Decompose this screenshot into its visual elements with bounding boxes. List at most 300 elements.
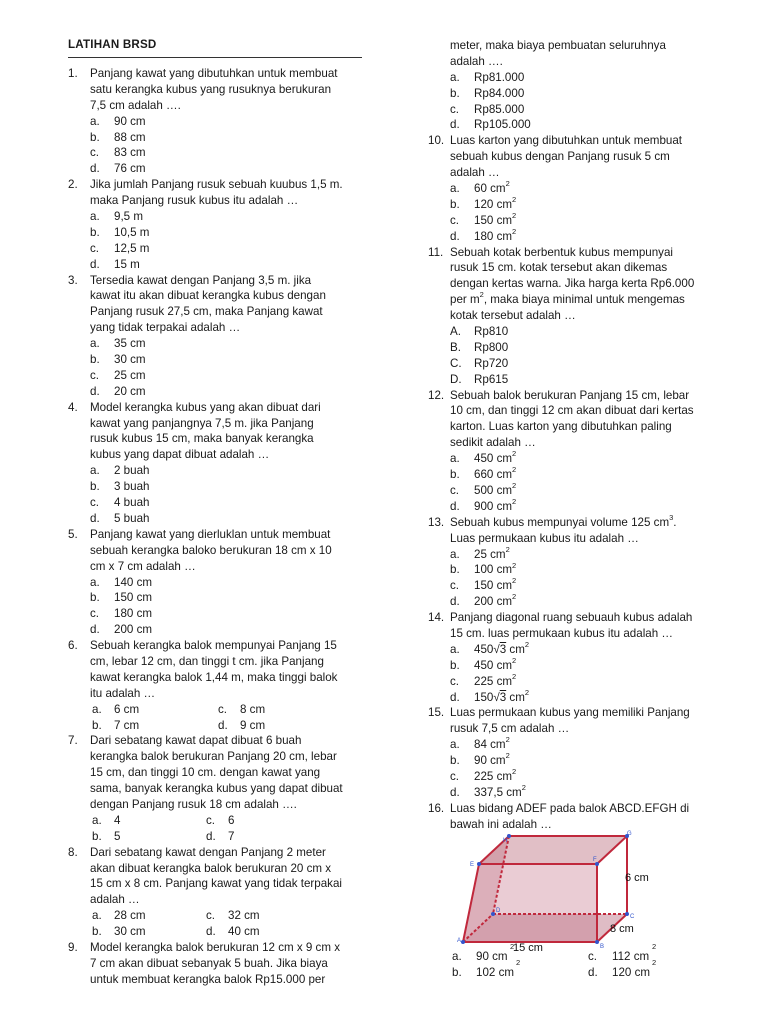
question-text: 7 cm akan dibuat sebanyak 5 buah. Jika biaya bbox=[90, 956, 328, 970]
option-text: Rp85.000 bbox=[474, 102, 525, 116]
vertex-label-d: D bbox=[496, 908, 501, 914]
option-text: 900 cm bbox=[474, 499, 513, 513]
option-text: 90 cm bbox=[114, 114, 146, 128]
answer-option bbox=[68, 114, 366, 130]
option-letter: d. bbox=[450, 118, 460, 132]
option-letter: c. bbox=[450, 579, 460, 593]
option-letter: a. bbox=[90, 575, 100, 589]
superscript: 2 bbox=[512, 576, 517, 586]
option-text: Rp720 bbox=[474, 356, 509, 370]
option-text: 200 cm bbox=[114, 623, 153, 637]
question-text: kawat yang panjangnya 7,5 m. jika Panjang bbox=[90, 416, 314, 430]
answer-option-pair bbox=[68, 924, 366, 940]
question-text: bawah ini adalah … bbox=[450, 817, 552, 831]
question-text: 15 cm, dan tinggi 10 cm. dengan kawat yang bbox=[90, 766, 321, 780]
question-text: per m bbox=[450, 293, 480, 307]
option-text: 450 cm bbox=[474, 658, 513, 672]
superscript: 2 bbox=[512, 195, 517, 205]
option-text: 90 cm bbox=[474, 754, 506, 768]
question-text-line bbox=[428, 292, 728, 308]
option-text: 7 bbox=[228, 829, 235, 843]
answer-option bbox=[68, 606, 366, 622]
option-letter: d. bbox=[218, 718, 228, 732]
vertex-label-g: G bbox=[627, 831, 632, 837]
answer-option bbox=[428, 197, 728, 213]
option-text: 25 cm bbox=[474, 547, 506, 561]
option-text: 30 cm bbox=[114, 925, 146, 939]
superscript: 2 bbox=[512, 449, 517, 459]
question-text-line bbox=[68, 956, 366, 972]
question-line bbox=[428, 801, 728, 817]
option-text: 35 cm bbox=[114, 337, 146, 351]
option-text: 3 buah bbox=[114, 480, 150, 494]
option-letter: d. bbox=[450, 499, 460, 513]
question-text: akan dibuat kerangka balok berukuran 20 cm x bbox=[90, 861, 332, 875]
question-number: 11. bbox=[428, 245, 444, 259]
option-text: 100 cm bbox=[474, 563, 513, 577]
question-text-line bbox=[428, 721, 728, 737]
option-text: 450√ bbox=[474, 642, 500, 656]
question-number: 3. bbox=[68, 273, 78, 287]
option-letter: c. bbox=[588, 950, 598, 963]
answer-option bbox=[68, 479, 366, 495]
option-letter: b. bbox=[450, 754, 460, 768]
option-text: 7 cm bbox=[114, 718, 140, 732]
superscript: 2 bbox=[512, 671, 517, 681]
option-letter: a. bbox=[450, 452, 460, 466]
question-text: sebuah kerangka baloko berukuran 18 cm x 10 bbox=[90, 543, 332, 557]
answer-option bbox=[428, 655, 728, 674]
answer-option bbox=[428, 102, 728, 118]
question-text-line bbox=[68, 320, 366, 336]
question-number: 1. bbox=[68, 67, 78, 80]
superscript: 2 bbox=[512, 767, 517, 777]
answer-option bbox=[428, 226, 728, 245]
question-text: dengan kertas warna. Jika harga kerta Rp6.000 bbox=[450, 277, 695, 291]
question-text: Tersedia kawat dengan Panjang 3,5 m. jika bbox=[90, 273, 312, 287]
question-text: adalah … bbox=[450, 166, 500, 180]
question-text: 15 cm x 8 cm. Panjang kawat yang tidak terpakai bbox=[90, 877, 342, 891]
question-text-line bbox=[428, 149, 728, 165]
option-letter: a. bbox=[450, 642, 460, 656]
answer-option-pair: a. 90 cm 2 c. 112 cm 2 bbox=[452, 942, 657, 963]
option-text: 90 cm bbox=[476, 950, 508, 963]
option-letter: b. bbox=[90, 353, 100, 367]
superscript: 2 bbox=[512, 226, 517, 236]
option-letter: c. bbox=[450, 102, 460, 116]
question-text: sama, banyak kerangka kubus yang dapat dibuat bbox=[90, 782, 343, 796]
superscript: 2 bbox=[512, 210, 517, 220]
question-text: rusuk kubus 15 cm, maka banyak kerangka bbox=[90, 432, 314, 446]
question-text: dengan Panjang rusuk 18 cm adalah …. bbox=[90, 797, 297, 811]
option-text: 10,5 m bbox=[114, 225, 150, 239]
option-text: 6 cm bbox=[114, 702, 140, 716]
question-line bbox=[428, 705, 728, 721]
option-letter: b. bbox=[450, 197, 460, 211]
question-text-line bbox=[68, 193, 366, 209]
option-letter: d. bbox=[450, 785, 460, 799]
superscript: 2 bbox=[524, 687, 530, 697]
answer-option-pair bbox=[68, 718, 366, 734]
answer-option bbox=[428, 70, 728, 86]
question-text: Sebuah kubus mempunyai volume 125 cm bbox=[450, 515, 670, 529]
superscript: 2 bbox=[512, 496, 517, 506]
question-text: adalah … bbox=[90, 893, 140, 907]
option-letter: a. bbox=[450, 547, 460, 561]
option-text: 200 cm bbox=[474, 595, 513, 609]
answer-option bbox=[68, 241, 366, 257]
question-text: yang tidak terpakai adalah … bbox=[90, 321, 241, 335]
superscript: 3 bbox=[669, 512, 674, 522]
question-text-line bbox=[428, 260, 728, 276]
vertex-label-b: B bbox=[600, 944, 605, 950]
answer-option bbox=[68, 145, 366, 161]
question-number: 2. bbox=[68, 178, 78, 192]
option-text: 337,5 cm bbox=[474, 785, 522, 799]
question-text: Dari sebatang kawat dapat dibuat 6 buah bbox=[90, 734, 302, 748]
option-text: 150√ bbox=[474, 690, 500, 704]
question-text: 15 cm. luas permukaan kubus itu adalah … bbox=[450, 626, 673, 640]
question-text-line bbox=[68, 797, 366, 813]
option-letter: d. bbox=[206, 829, 216, 843]
answer-option bbox=[68, 352, 366, 368]
answer-option bbox=[428, 594, 728, 610]
question-line bbox=[68, 400, 366, 416]
option-letter: b. bbox=[92, 829, 102, 843]
question-number: 9. bbox=[68, 940, 78, 954]
answer-option bbox=[428, 785, 728, 801]
option-text: 5 buah bbox=[114, 511, 150, 525]
question-text: meter, maka biaya pembuatan seluruhnya bbox=[450, 39, 666, 52]
question-line bbox=[68, 66, 366, 82]
option-text: 40 cm bbox=[228, 925, 260, 939]
answer-option bbox=[68, 130, 366, 146]
question-text-line bbox=[428, 626, 728, 642]
option-text: Rp84.000 bbox=[474, 86, 525, 100]
vertex-label-h: H bbox=[503, 838, 508, 844]
question-line bbox=[428, 388, 728, 404]
vertex-label-c: C bbox=[630, 914, 635, 920]
question-text-line bbox=[428, 308, 728, 324]
question-line bbox=[68, 940, 366, 956]
question-text: Model kerangka balok berukuran 12 cm x 9 cm x bbox=[90, 940, 341, 954]
option-text: 180 cm bbox=[114, 607, 153, 621]
question-line bbox=[68, 527, 366, 543]
answer-option bbox=[428, 324, 728, 340]
superscript: 2 bbox=[505, 544, 510, 554]
option-letter: b. bbox=[90, 591, 100, 605]
question-text-line bbox=[428, 817, 728, 833]
superscript: 2 bbox=[505, 735, 510, 745]
option-letter: d. bbox=[90, 384, 100, 398]
vertex-label-e: E bbox=[470, 862, 475, 868]
question-text: kerangka balok berukuran Panjang 20 cm, lebar bbox=[90, 750, 337, 764]
right-column bbox=[428, 38, 728, 833]
question-text-line bbox=[68, 892, 366, 908]
option-text-tail: cm bbox=[506, 690, 525, 704]
question-text: satu kerangka kubus yang rusuknya berukuran bbox=[90, 82, 332, 96]
question-line bbox=[68, 273, 366, 289]
question-text-line bbox=[68, 876, 366, 892]
option-letter: a. bbox=[90, 337, 100, 351]
question-number: 13. bbox=[428, 515, 445, 529]
question-text: 7,5 cm adalah …. bbox=[90, 98, 181, 112]
superscript: 2 bbox=[505, 179, 510, 189]
answer-option bbox=[428, 639, 728, 658]
option-letter: b. bbox=[450, 658, 460, 672]
question-number: 12. bbox=[428, 388, 445, 402]
question-text-line bbox=[68, 861, 366, 877]
answer-option bbox=[428, 117, 728, 133]
question-text-line bbox=[428, 54, 728, 70]
question-text-line bbox=[68, 654, 366, 670]
question-text: Sebuah kotak berbentuk kubus mempunyai bbox=[450, 245, 673, 259]
option-letter: c. bbox=[90, 607, 100, 621]
option-text: 120 cm bbox=[612, 965, 651, 979]
superscript: 2 bbox=[512, 481, 517, 491]
vertex-label-a: A bbox=[457, 938, 462, 944]
question-text: rusuk 7,5 cm adalah … bbox=[450, 722, 570, 736]
answer-option bbox=[68, 511, 366, 527]
question-text-line bbox=[428, 276, 728, 292]
question-text: 10 cm, dan tinggi 12 cm akan dibuat dari kertas bbox=[450, 404, 694, 418]
question-text: cm, lebar 12 cm, dan tinggi t cm. jika Panjang bbox=[90, 654, 324, 668]
superscript: 2 bbox=[479, 290, 484, 300]
option-text: 120 cm bbox=[474, 197, 513, 211]
answer-option bbox=[428, 562, 728, 578]
option-letter: d. bbox=[90, 257, 100, 271]
question-text: kawat itu akan dibuat kerangka kubus dengan bbox=[90, 289, 326, 303]
superscript: 2 bbox=[512, 655, 517, 665]
question-text-line bbox=[68, 431, 366, 447]
option-text: 9,5 m bbox=[114, 210, 143, 224]
option-letter: d. bbox=[90, 162, 100, 176]
question-text: Luas bidang ADEF pada balok ABCD.EFGH di bbox=[450, 801, 690, 815]
option-letter: A. bbox=[450, 325, 461, 339]
answer-option bbox=[68, 575, 366, 591]
option-letter: c. bbox=[206, 813, 216, 827]
answer-option bbox=[428, 467, 728, 483]
option-text: 6 bbox=[228, 813, 235, 827]
answer-option bbox=[428, 356, 728, 372]
dim-height-label: 6 cm bbox=[625, 872, 649, 884]
answer-option bbox=[428, 451, 728, 467]
option-letter: a. bbox=[92, 813, 102, 827]
option-letter: b. bbox=[450, 468, 460, 482]
question-text-line bbox=[68, 98, 366, 114]
question-text: Jika jumlah Panjang rusuk sebuah kuubus 1,5 m. bbox=[90, 178, 343, 192]
question-line bbox=[428, 512, 728, 531]
option-letter: C. bbox=[450, 356, 462, 370]
answer-option bbox=[428, 671, 728, 690]
option-text: 32 cm bbox=[228, 909, 260, 923]
question-number: 15. bbox=[428, 706, 445, 720]
superscript: 2 bbox=[524, 639, 530, 649]
option-text: 88 cm bbox=[114, 130, 146, 144]
question-text: karton. Luas karton yang dibutuhkan paling bbox=[450, 420, 672, 434]
question-number: 8. bbox=[68, 845, 78, 859]
answer-option-pair: b. 102 cm 2 d. 120 cm 2 bbox=[452, 957, 657, 979]
answer-option bbox=[428, 687, 728, 706]
question-text: itu adalah … bbox=[90, 686, 156, 700]
answer-option bbox=[428, 496, 728, 515]
option-letter: c. bbox=[90, 146, 100, 160]
option-letter: c. bbox=[90, 368, 100, 382]
question-number: 7. bbox=[68, 734, 78, 748]
superscript: 2 bbox=[505, 751, 510, 761]
option-letter: a. bbox=[450, 738, 460, 752]
question-text-line bbox=[68, 416, 366, 432]
option-letter: D. bbox=[450, 372, 462, 386]
question-text-line bbox=[68, 781, 366, 797]
answer-option bbox=[428, 544, 728, 563]
option-text: 20 cm bbox=[114, 384, 146, 398]
answer-option bbox=[68, 384, 366, 400]
answer-option bbox=[68, 463, 366, 479]
superscript: 2 bbox=[512, 592, 517, 602]
question-text-line bbox=[68, 686, 366, 702]
question-text-line bbox=[68, 543, 366, 559]
question-text: Luas permukaan kubus yang memiliki Panjang bbox=[450, 706, 690, 720]
question-text-line bbox=[68, 304, 366, 320]
answer-option bbox=[428, 340, 728, 356]
option-letter: b. bbox=[452, 965, 462, 979]
option-text: 500 cm bbox=[474, 483, 513, 497]
option-letter: b. bbox=[90, 225, 100, 239]
question-text-line bbox=[68, 447, 366, 463]
question-line bbox=[428, 610, 728, 626]
question-number: 4. bbox=[68, 400, 78, 414]
option-text: 225 cm bbox=[474, 769, 513, 783]
answer-option bbox=[428, 210, 728, 229]
option-letter: c. bbox=[90, 496, 100, 510]
option-text: 12,5 m bbox=[114, 241, 150, 255]
answer-option bbox=[428, 769, 728, 785]
option-text: 84 cm bbox=[474, 738, 506, 752]
answer-option bbox=[68, 257, 366, 273]
option-letter: c. bbox=[206, 909, 216, 923]
question-text-line bbox=[428, 165, 728, 181]
answer-option bbox=[68, 622, 366, 638]
question-number: 14. bbox=[428, 611, 445, 625]
option-text: 2 buah bbox=[114, 464, 150, 478]
option-text: 9 cm bbox=[240, 718, 266, 732]
option-letter: d. bbox=[450, 595, 460, 609]
option-text: 30 cm bbox=[114, 353, 146, 367]
answer-option-pair bbox=[68, 813, 366, 829]
answer-option bbox=[428, 181, 728, 197]
question-line bbox=[68, 733, 366, 749]
superscript: 2 bbox=[512, 465, 517, 475]
option-letter: d. bbox=[206, 925, 216, 939]
dim-width-label: 8 cm bbox=[610, 923, 634, 935]
option-text: 76 cm bbox=[114, 162, 146, 176]
title-divider bbox=[68, 57, 362, 58]
option-text: 15 m bbox=[114, 257, 140, 271]
answer-option bbox=[68, 209, 366, 225]
question-text: Panjang kawat yang dibutuhkan untuk membuat bbox=[90, 67, 338, 80]
question-text-line bbox=[428, 531, 728, 547]
option-text: 4 buah bbox=[114, 496, 150, 510]
option-letter: d. bbox=[450, 690, 460, 704]
question-line bbox=[428, 133, 728, 149]
option-text: 150 cm bbox=[114, 591, 153, 605]
vertex-label-f: F bbox=[593, 857, 597, 863]
question-text-line bbox=[68, 765, 366, 781]
option-letter: d. bbox=[90, 623, 100, 637]
question-text: sedikit adalah … bbox=[450, 436, 536, 450]
question-text: kawat kerangka balok 1,44 m, maka tinggi balok bbox=[90, 670, 338, 684]
answer-option-pair bbox=[68, 829, 366, 845]
question-text-line bbox=[68, 972, 366, 988]
answer-option bbox=[428, 483, 728, 499]
superscript: 2 bbox=[512, 560, 517, 570]
question-text-line bbox=[68, 82, 366, 98]
question-text: maka Panjang rusuk kubus itu adalah … bbox=[90, 194, 299, 208]
question-text-line bbox=[68, 559, 366, 575]
answer-option bbox=[428, 372, 728, 388]
question-text-line bbox=[428, 435, 728, 451]
question-text-line bbox=[428, 403, 728, 419]
option-letter: a. bbox=[450, 182, 460, 196]
option-letter: a. bbox=[90, 210, 100, 224]
option-text: 660 cm bbox=[474, 468, 513, 482]
option-text: Rp105.000 bbox=[474, 118, 531, 132]
answer-option bbox=[428, 753, 728, 769]
option-letter: b. bbox=[92, 718, 102, 732]
option-text: 5 bbox=[114, 829, 121, 843]
option-letter: a. bbox=[90, 464, 100, 478]
option-text: Rp615 bbox=[474, 372, 509, 386]
sqrt-radicand: 3 bbox=[499, 642, 507, 656]
option-text: 150 cm bbox=[474, 213, 513, 227]
answer-option bbox=[68, 161, 366, 177]
answer-option bbox=[428, 737, 728, 753]
text-tail: , maka biaya minimal untuk mengemas bbox=[483, 293, 685, 307]
question-text: Sebuah kerangka balok mempunyai Panjang 15 bbox=[90, 639, 337, 653]
option-letter: c. bbox=[90, 241, 100, 255]
question-line bbox=[68, 845, 366, 861]
cuboid-figure bbox=[455, 831, 670, 954]
question-text: Panjang diagonal ruang sebuauh kubus adalah bbox=[450, 611, 693, 625]
option-letter: a. bbox=[90, 114, 100, 128]
option-letter: a. bbox=[450, 70, 460, 84]
question-text: Sebuah balok berukuran Panjang 15 cm, lebar bbox=[450, 388, 690, 402]
answer-option bbox=[68, 225, 366, 241]
question-line bbox=[68, 177, 366, 193]
option-letter: c. bbox=[450, 483, 460, 497]
answer-option-pair bbox=[68, 908, 366, 924]
question-text-line bbox=[68, 749, 366, 765]
answer-option-pair bbox=[68, 702, 366, 718]
question-text: Model kerangka kubus yang akan dibuat dari bbox=[90, 400, 321, 414]
option-letter: b. bbox=[92, 925, 102, 939]
superscript: 2 bbox=[521, 783, 526, 792]
option-text: Rp800 bbox=[474, 340, 509, 354]
option-letter: b. bbox=[450, 86, 460, 100]
option-text: 450 cm bbox=[474, 452, 513, 466]
question-text: Panjang kawat yang dierluklan untuk membuat bbox=[90, 527, 331, 541]
option-text: 25 cm bbox=[114, 368, 146, 382]
text-tail: . bbox=[673, 515, 677, 529]
option-text: Rp81.000 bbox=[474, 70, 525, 84]
sqrt-radicand: 3 bbox=[499, 690, 507, 704]
option-text: 112 cm bbox=[612, 950, 650, 963]
option-letter: c. bbox=[218, 702, 228, 716]
question-text: Dari sebatang kawat dengan Panjang 2 meter bbox=[90, 845, 326, 859]
option-text: 4 bbox=[114, 813, 121, 827]
question-text: Luas permukaan kubus itu adalah … bbox=[450, 531, 639, 545]
